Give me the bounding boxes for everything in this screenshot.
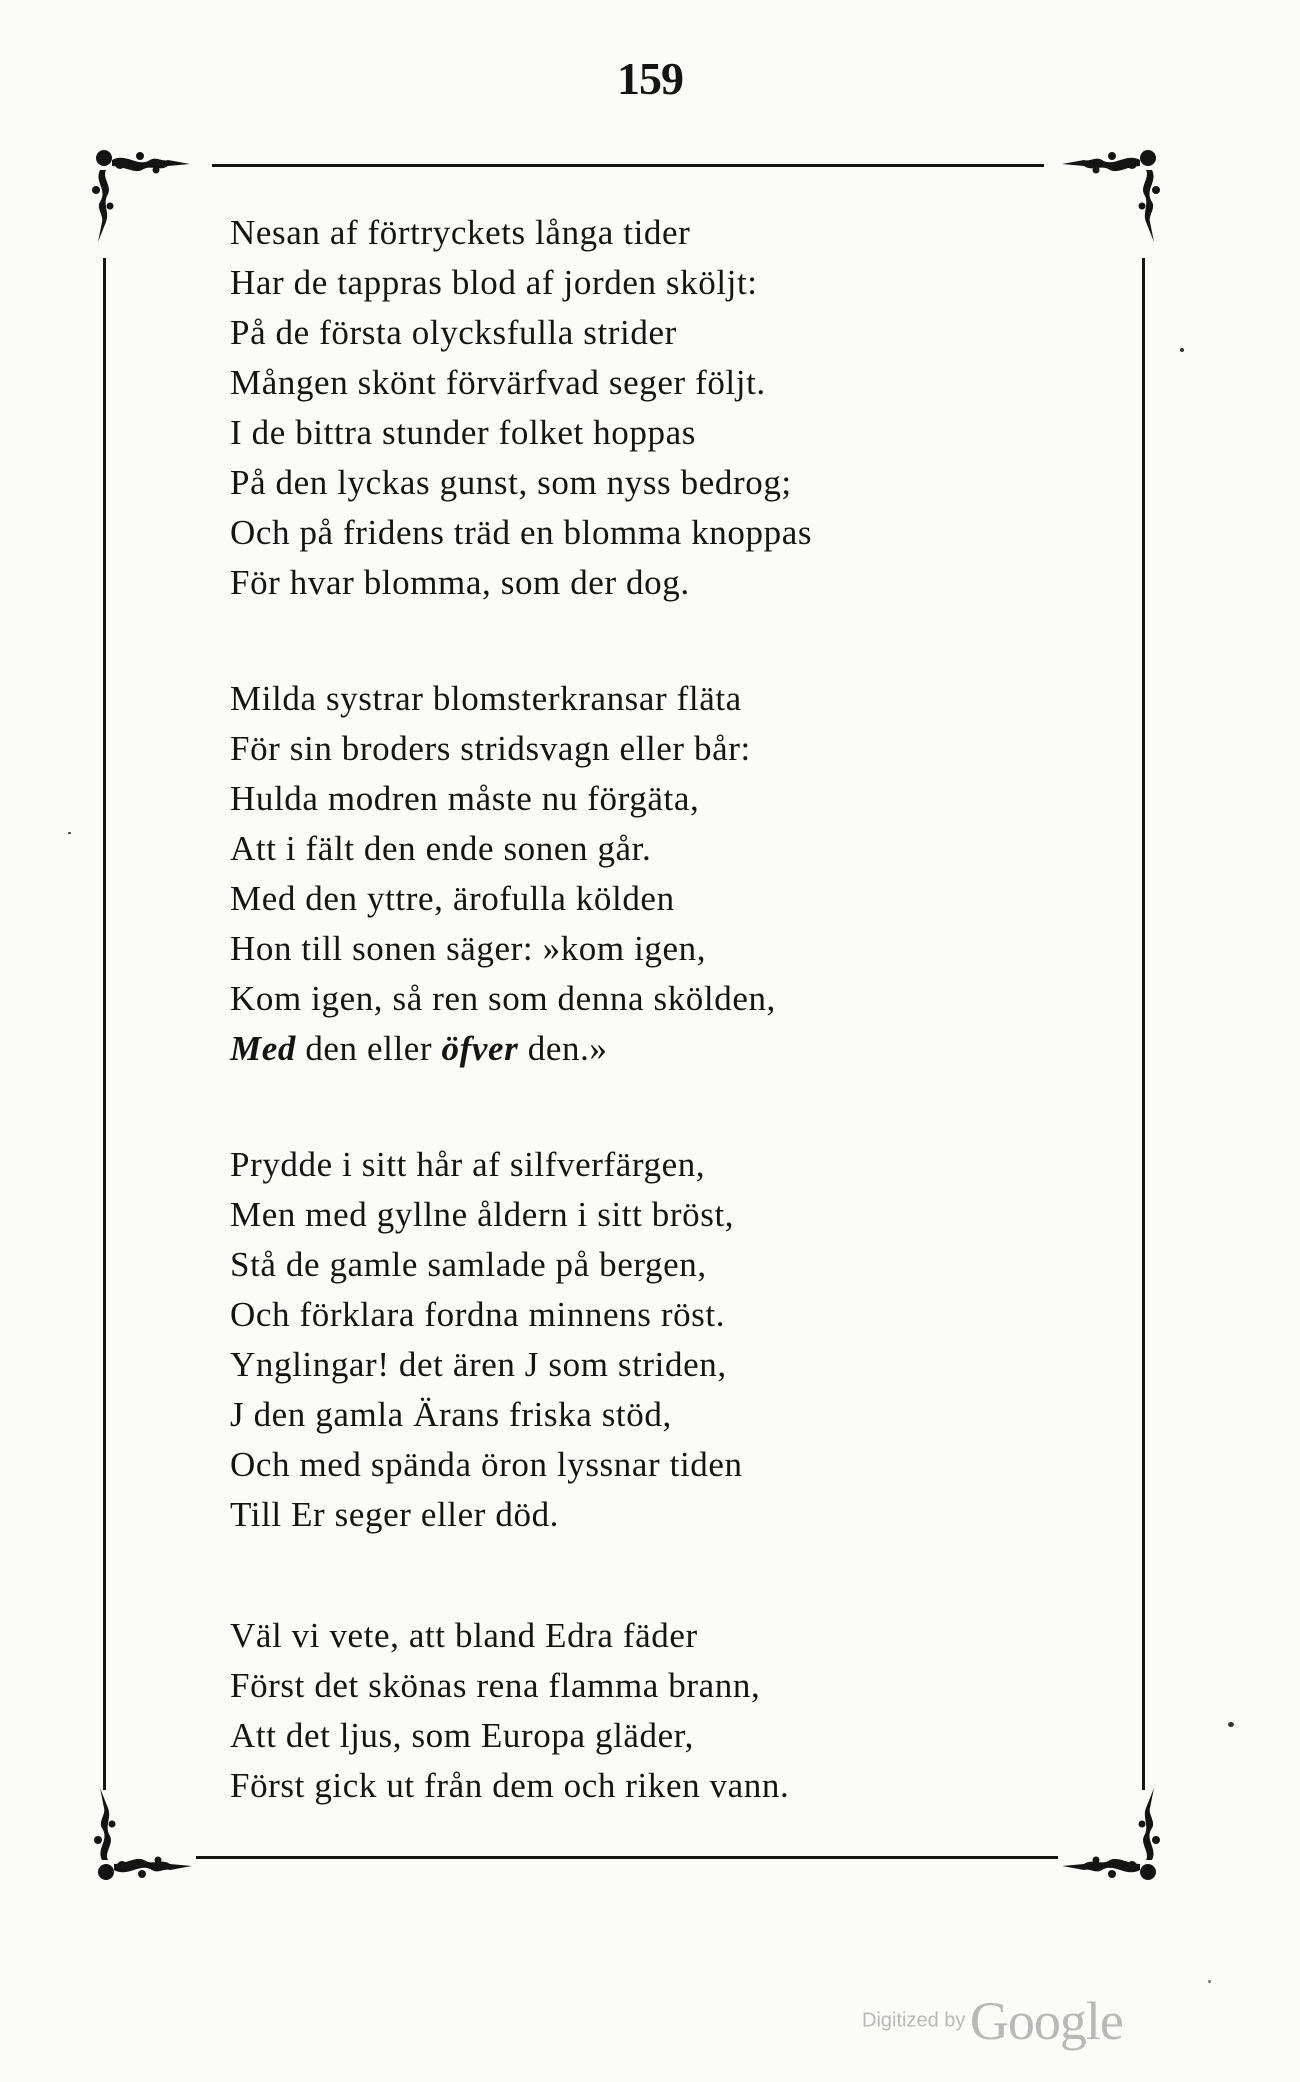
- poem-line: Har de tappras blod af jorden sköljt:: [230, 263, 758, 302]
- watermark-prefix: Digitized by: [862, 2009, 966, 2032]
- poem-line: Först det skönas rena flamma brann,: [230, 1666, 761, 1705]
- watermark-brand: Google: [969, 1991, 1123, 2051]
- line-fragment: den.»: [518, 1029, 608, 1068]
- poem-line: I de bittra stunder folket hoppas: [230, 413, 696, 452]
- scan-speck: [68, 832, 71, 834]
- poem-line: J den gamla Ärans friska stöd,: [230, 1395, 672, 1434]
- poem-line: Och förklara fordna minnens röst.: [230, 1295, 726, 1334]
- poem-line: På den lyckas gunst, som nyss bedrog;: [230, 463, 792, 502]
- poem-line: Mången skönt förvärfvad seger följt.: [230, 363, 766, 402]
- poem-line: För hvar blomma, som der dog.: [230, 563, 690, 602]
- stanza-3: [230, 1140, 743, 1540]
- corner-ornament-bottom-right-icon: [1052, 1778, 1162, 1888]
- poem-line: Men med gyllne åldern i sitt bröst,: [230, 1195, 735, 1234]
- poem-line: Att det ljus, som Europa gläder,: [230, 1716, 694, 1755]
- corner-ornament-top-right-icon: [1052, 142, 1162, 252]
- poem-line: Väl vi vete, att bland Edra fäder: [230, 1616, 698, 1655]
- digitized-watermark: [862, 1990, 1123, 2052]
- frame-right-line: [1142, 258, 1145, 1790]
- poem-line: Nesan af förtryckets långa tider: [230, 213, 691, 252]
- poem-line: Milda systrar blomsterkransar fläta: [230, 679, 742, 718]
- line-fragment: den eller: [295, 1029, 442, 1068]
- poem-line: Kom igen, så ren som denna skölden,: [230, 979, 776, 1018]
- frame-left-line: [103, 258, 106, 1790]
- page-number: 159: [617, 53, 683, 104]
- frame-bottom-line: [196, 1856, 1058, 1859]
- corner-ornament-bottom-left-icon: [92, 1778, 202, 1888]
- poem-line: Först gick ut från dem och riken vann.: [230, 1766, 790, 1805]
- stanza-1: [230, 208, 812, 608]
- frame-top-line: [212, 164, 1044, 167]
- poem-line: Och på fridens träd en blomma knoppas: [230, 513, 813, 552]
- poem-line: Ynglingar! det ären J som striden,: [230, 1345, 727, 1384]
- italic-word: Med: [230, 1029, 296, 1068]
- poem-line: Med den yttre, ärofulla kölden: [230, 879, 675, 918]
- poem-line: För sin broders stridsvagn eller bår:: [230, 729, 751, 768]
- poem-line: På de första olycksfulla strider: [230, 313, 677, 352]
- poem-line: Stå de gamle samlade på bergen,: [230, 1245, 707, 1284]
- stanza-2: [230, 674, 776, 1074]
- poem-line: Att i fält den ende sonen går.: [230, 829, 652, 868]
- poem-line-last: [230, 1024, 776, 1074]
- poem-line: Prydde i sitt hår af silfverfärgen,: [230, 1145, 706, 1184]
- poem-line: Till Er seger eller död.: [230, 1495, 560, 1534]
- poem-line: Hon till sonen säger: »kom igen,: [230, 929, 707, 968]
- scan-speck: [1180, 348, 1184, 352]
- scan-speck: [1208, 1980, 1211, 1983]
- stanza-4: [230, 1611, 789, 1811]
- italic-word: öfver: [441, 1029, 519, 1068]
- poem-line: Och med spända öron lyssnar tiden: [230, 1445, 743, 1484]
- scan-speck: [1228, 1722, 1234, 1727]
- corner-ornament-top-left-icon: [90, 142, 200, 252]
- poem-line: Hulda modren måste nu förgäta,: [230, 779, 700, 818]
